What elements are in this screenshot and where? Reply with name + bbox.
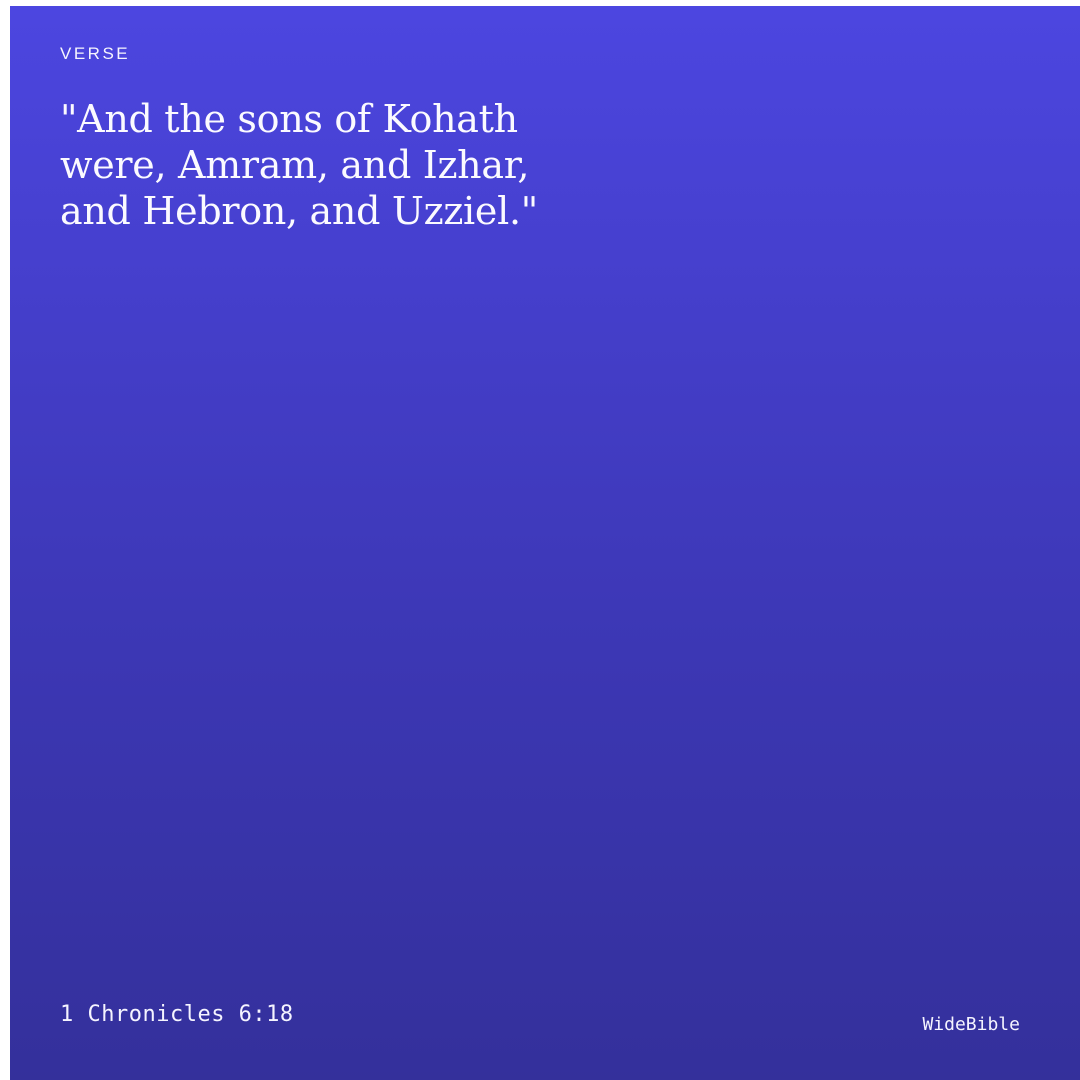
- verse-quote-line-2: were, Amram, and Izhar,: [60, 143, 530, 187]
- verse-quote-line-1: "And the sons of Kohath: [60, 97, 518, 141]
- brand-watermark: WideBible: [922, 1014, 1020, 1035]
- verse-eyebrow-label: VERSE: [60, 44, 131, 63]
- verse-quote-line-3: and Hebron, and Uzziel.": [60, 189, 538, 233]
- verse-quote: [60, 96, 580, 234]
- verse-reference: 1 Chronicles 6:18: [60, 1002, 294, 1027]
- verse-card: [10, 6, 1080, 1080]
